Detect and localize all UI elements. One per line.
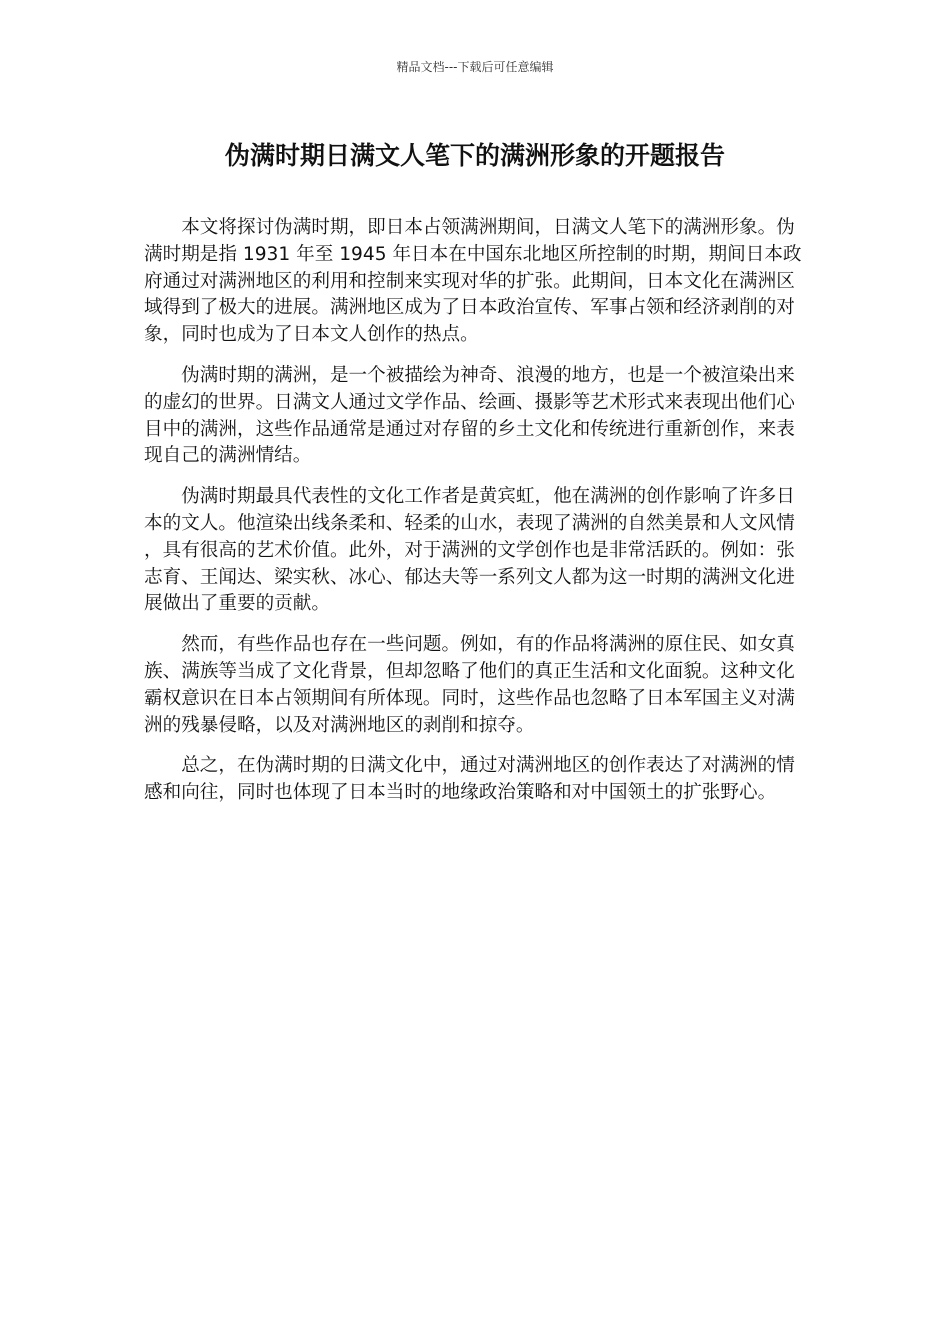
paragraph-1: 本文将探讨伪满时期，即日本占领满洲期间，日满文人笔下的满洲形象。伪满时期是指 1931 年至 1945 年日本在中国东北地区所控制的时期，期间日本政府通过对满洲地区的利用和控制来实现对华的扩张。此期间，日本文化在满洲区域得到了极大的进展。满洲地区成为了日本政治宣传、军事占领和经济剥削的对象，同时也成为了日本文人创作的热点。	[144, 217, 802, 346]
header-note: 精品文档---下载后可任意编辑	[396, 60, 554, 74]
paragraph-3: 伪满时期最具代表性的文化工作者是黄宾虹，他在满洲的创作影响了许多日本的文人。他渲染出线条柔和、轻柔的山水，表现了满洲的自然美景和人文风情，具有很高的艺术价值。此外，对于满洲的文学创作也是非常活跃的。例如：张志育、王闻达、梁实秋、冰心、郁达夫等一系列文人都为这一时期的满洲文化进展做出了重要的贡献。	[144, 486, 795, 615]
paragraph-5: 总之，在伪满时期的日满文化中，通过对满洲地区的创作表达了对满洲的情感和向往，同时也体现了日本当时的地缘政治策略和对中国领土的扩张野心。	[144, 755, 795, 804]
paragraph-4: 然而，有些作品也存在一些问题。例如，有的作品将满洲的原住民、如女真族、满族等当成了文化背景，但却忽略了他们的真正生活和文化面貌。这种文化霸权意识在日本占领期间有所体现。同时，这些作品也忽略了日本军国主义对满洲的残暴侵略，以及对满洲地区的剥削和掠夺。	[144, 634, 795, 736]
document-body	[144, 215, 809, 821]
document-title: 伪满时期日满文人笔下的满洲形象的开题报告	[224, 141, 725, 170]
paragraph-2: 伪满时期的满洲，是一个被描绘为神奇、浪漫的地方，也是一个被渲染出来的虚幻的世界。日满文人通过文学作品、绘画、摄影等艺术形式来表现出他们心目中的满洲，这些作品通常是通过对存留的乡土文化和传统进行重新创作，来表现自己的满洲情结。	[144, 364, 795, 467]
